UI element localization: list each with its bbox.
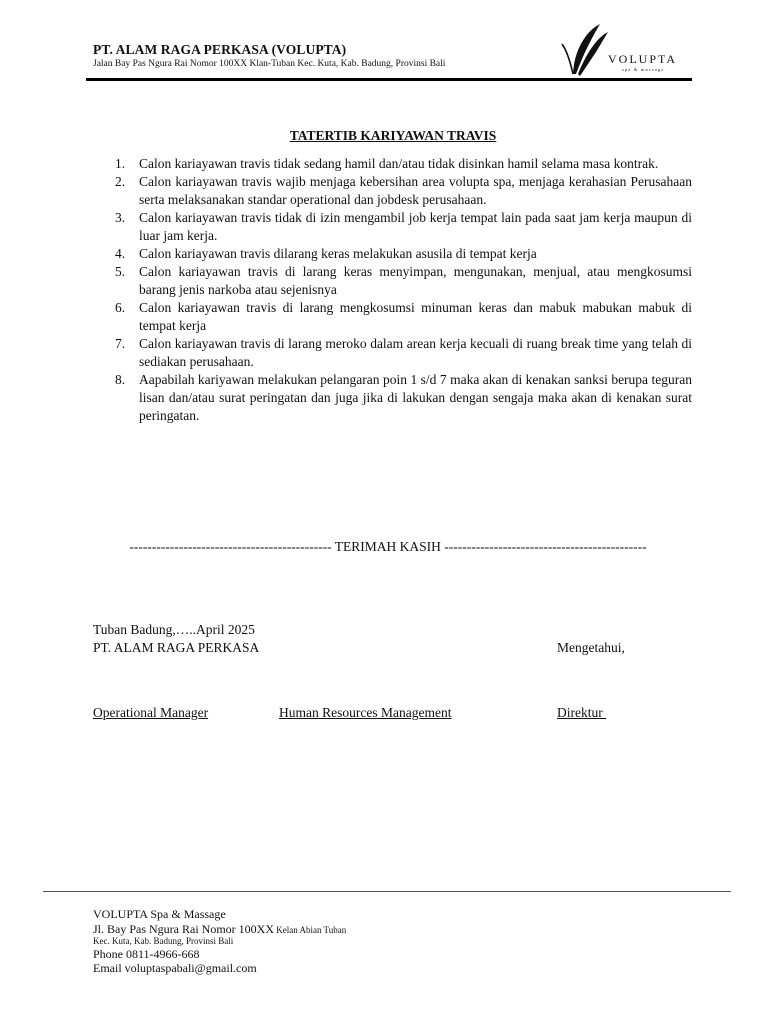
document-title: TATERTIB KARIYAWAN TRAVIS	[289, 128, 497, 143]
footer-address-line2: Kec. Kuta, Kab. Badung, Provinsi Bali	[93, 936, 234, 946]
rule-number: 2.	[115, 174, 126, 189]
rule-text: Calon kariayawan travis wajib menjaga kebersihan area volupta spa, menjaga kerahasian Perusahaan serta melaksanakan standar operational dan jobdesk perusahaan.	[139, 174, 692, 207]
signature-company: PT. ALAM RAGA PERKASA	[93, 640, 260, 655]
footer-email: Email voluptaspabali@gmail.com	[93, 961, 257, 975]
rules-list	[100, 155, 692, 425]
rule-item	[100, 209, 692, 245]
footer-address-suffix: Kelan Abian Tuban	[273, 925, 347, 935]
rule-item	[100, 155, 692, 173]
rule-text: Calon kariayawan travis tidak sedang hamil dan/atau tidak disinkan hamil selama masa kontrak.	[139, 156, 659, 171]
footer-company-name: VOLUPTA Spa & Massage	[93, 907, 226, 921]
rule-text: Calon kariayawan travis di larang keras menyimpan, mengunakan, menjual, atau mengkosumsi barang jenis narkoba atau sejenisnya	[139, 264, 692, 297]
rule-item	[100, 245, 692, 263]
footer-phone: Phone 0811-4966-668	[93, 947, 200, 961]
rule-number: 7.	[115, 336, 126, 351]
header-address: Jalan Bay Pas Ngura Rai Nomor 100XX Klan-Tuban Kec. Kuta, Kab. Badung, Provinsi Bali	[93, 59, 446, 69]
logo-wordmark: VOLUPTA	[608, 52, 678, 66]
footer-divider	[43, 891, 731, 892]
rule-text: Calon kariayawan travis tidak di izin mengambil job kerja tempat lain pada saat jam kerja maupun di luar jam kerja.	[139, 210, 692, 243]
signatory-director: Direktur	[557, 705, 607, 720]
rule-item	[100, 263, 692, 299]
signatory-hr-management: Human Resources Management	[279, 705, 452, 720]
rule-number: 8.	[115, 372, 126, 387]
brush-v-icon	[560, 22, 620, 78]
thank-you-line: --------------------------------------------- TERIMAH KASIH ---------------------------------------------	[129, 539, 647, 554]
rule-text: Calon kariayawan travis di larang meroko dalam arean kerja kecuali di ruang break time yang telah di sediakan perusahaan.	[139, 336, 692, 369]
rule-text: Calon kariayawan travis dilarang keras melakukan asusila di tempat kerja	[139, 246, 537, 261]
footer-address-main: Jl. Bay Pas Ngura Rai Nomor 100XX	[93, 922, 274, 936]
acknowledged-label: Mengetahui,	[557, 640, 625, 655]
rule-number: 3.	[115, 210, 126, 225]
logo-tagline: spa & massage	[622, 67, 665, 72]
rule-item	[100, 299, 692, 335]
rule-number: 1.	[115, 156, 126, 171]
signatory-operational-manager: Operational Manager	[93, 705, 209, 720]
rule-text: Calon kariayawan travis di larang mengkosumsi minuman keras dan mabuk mabukan mabuk di tempat kerja	[139, 300, 692, 333]
header-company-name: PT. ALAM RAGA PERKASA (VOLUPTA)	[93, 42, 347, 57]
rule-item	[100, 371, 692, 425]
rule-number: 5.	[115, 264, 126, 279]
place-date: Tuban Badung,…..April 2025	[93, 622, 255, 637]
volupta-logo	[560, 22, 695, 78]
footer-address	[93, 922, 346, 937]
rule-number: 6.	[115, 300, 126, 315]
rule-text: Aapabilah kariyawan melakukan pelangaran poin 1 s/d 7 maka akan di kenakan sanksi berupa teguran lisan dan/atau surat peringatan dan juga jika di lakukan dengan sengaja maka akan di kenakan surat peringatan.	[139, 372, 692, 423]
rule-item	[100, 173, 692, 209]
rule-number: 4.	[115, 246, 126, 261]
rule-item	[100, 335, 692, 371]
header-divider	[86, 78, 692, 81]
